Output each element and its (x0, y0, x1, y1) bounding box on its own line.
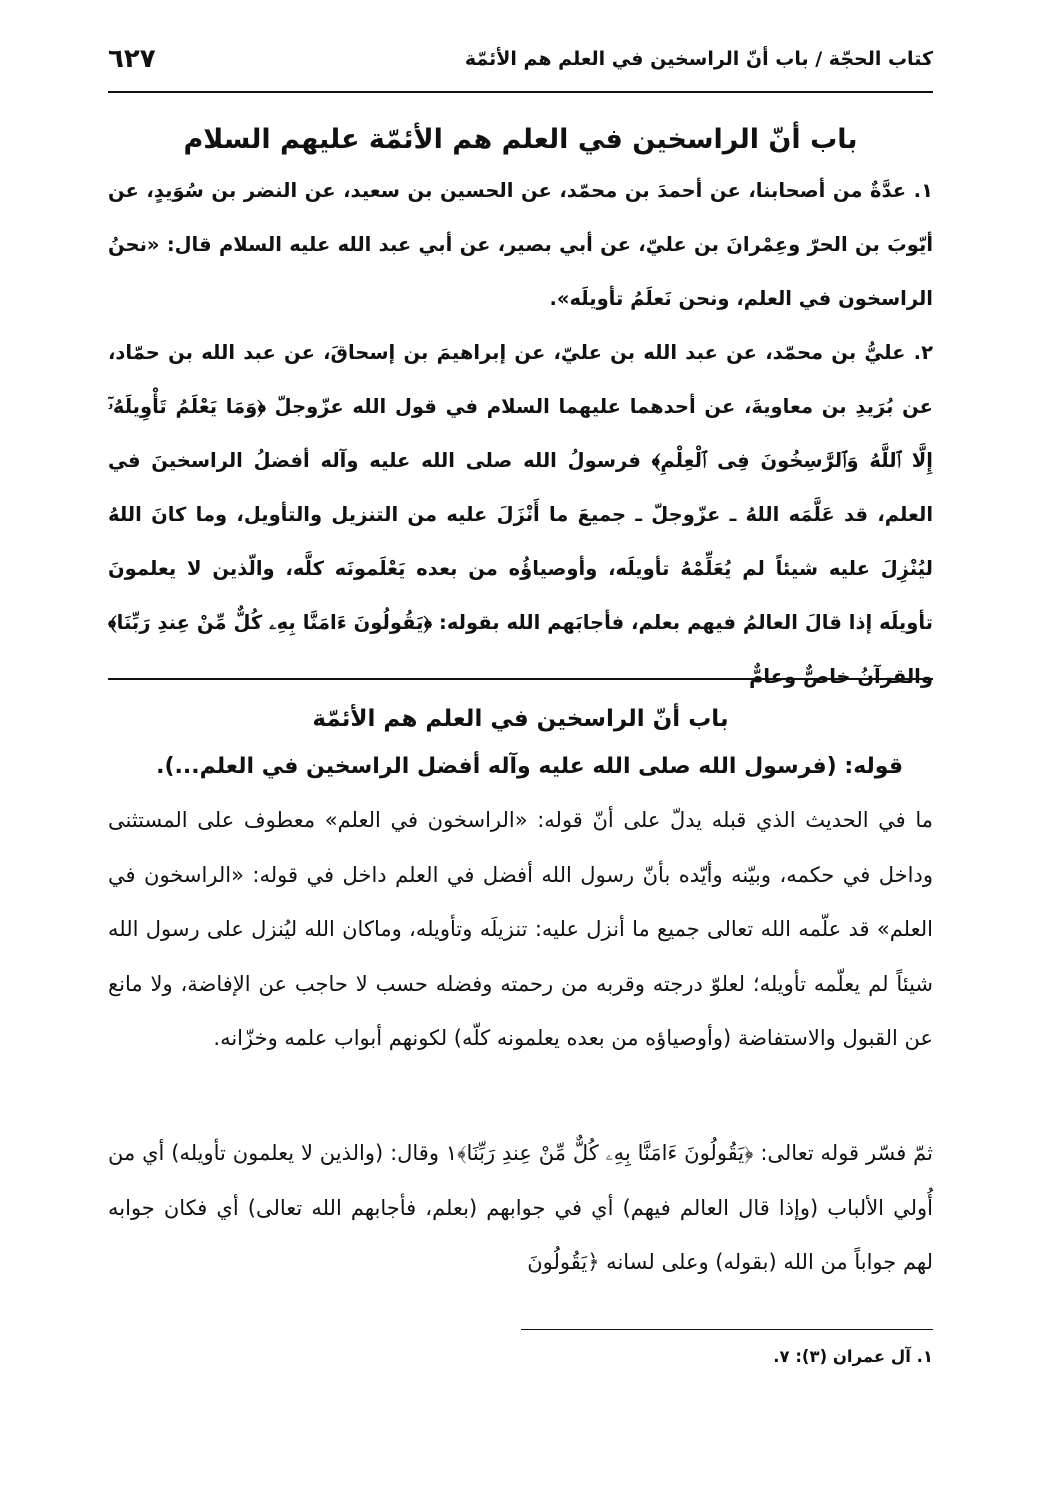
page-number: ٦٢٧ (108, 44, 156, 74)
header-divider (108, 91, 933, 93)
section-divider (108, 678, 933, 680)
commentary-paragraph-2: ثمّ فسّر قوله تعالى: ﴿يَقُولُونَ ءَامَنَّا بِهِۦ كُلٌّ مِّنْ عِندِ رَبِّنَا﴾١ وقال: (والذين لا يعلمون تأويله) أي من أُولي الألباب (وإذا قال العالم فيهم) أي في جوابهم (بعلم، فأجابهم الله تعالى) أي فكان جوابه لهم جواباً من الله (بقوله) وعلى لسانه ﴿يَقُولُونَ (108, 1141, 933, 1274)
commentary-paragraph-1: ما في الحديث الذي قبله يدلّ على أنّ قوله: «الراسخون في العلم» معطوف على المستثنى وداخل في حكمه، وبيّنه وأيّده بأنّ رسول الله أفضل في العلم داخل في قوله: «الراسخون في العلم» قد علّمه الله تعالى جميع ما أنزل عليه: تنزيلَه وتأويله، وماكان الله ليُنزل على رسول الله شيئاً لم يعلّمه تأويله؛ لعلوّ درجته وقربه من رحمته وفضله حسب لا حاجب عن الإفاضة، ولا مانع عن القبول والاستفاضة (وأوصياؤه من بعده يعلمونه كلّه) لكونهم أبواب علمه وخزّانه. (108, 808, 933, 1050)
running-title: كتاب الحجّة / باب أنّ الراسخين في العلم هم الأئمّة (464, 48, 933, 70)
footnote-divider (521, 1329, 933, 1330)
footnote: ١. آل عمران (٣): ٧. (773, 1347, 933, 1366)
commentary-quote-heading: قوله: (فرسول الله صلى الله عليه وآله أفضل الراسخين في العلم...). (156, 754, 903, 779)
hadith-section-title: باب أنّ الراسخين في العلم هم الأئمّة عليهم السلام (183, 124, 858, 155)
hadith-1: ١. عدَّةٌ من أصحابنا، عن أحمدَ بن محمّد، عن الحسين بن سعيد، عن النضر بن سُوَيدٍ، عن أيّوبَ بن الحرّ وعِمْرانَ بن عليّ، عن أبي بصير، عن أبي عبد الله عليه السلام قال: «نحنُ الراسخون في العلم، ونحن نَعلَمُ تأويلَه». (108, 179, 933, 310)
hadith-2: ٢. عليُّ بن محمّد، عن عبد الله بن عليّ، عن إبراهيمَ بن إسحاقَ، عن عبد الله بن حمّاد، عن بُرَيدِ بن معاويةَ، عن أحدهما عليهما السلام في قول الله عزّوجلّ ﴿وَمَا يَعْلَمُ تَأْوِيلَهُۥٓ إِلَّا ٱللَّهُ وَٱلرَّٰسِخُونَ فِى ٱلْعِلْمِ﴾ فرسولُ الله صلى الله عليه وآله أفضلُ الراسخينَ في العلم، قد عَلَّمَه اللهُ ـ عزّوجلّ ـ جميعَ ما أَنْزَلَ عليه من التنزيل والتأويل، وما كانَ اللهُ ليُنْزِلَ عليه شيئاً لم يُعَلِّمْهُ تأويلَه، وأوصياؤُه من بعده يَعْلَمونَه كلَّه، والّذين لا يعلمونَ تأويلَه إذا قالَ العالمُ فيهم بعلم، فأجابَهم الله بقوله: ﴿يَقُولُونَ ءَامَنَّا بِهِۦ كُلٌّ مِّنْ عِندِ رَبِّنَا﴾ والقرآنُ خاصٌّ وعامٌّ (108, 341, 933, 688)
commentary-title: باب أنّ الراسخين في العلم هم الأئمّة (312, 706, 729, 732)
page-header (108, 40, 933, 92)
